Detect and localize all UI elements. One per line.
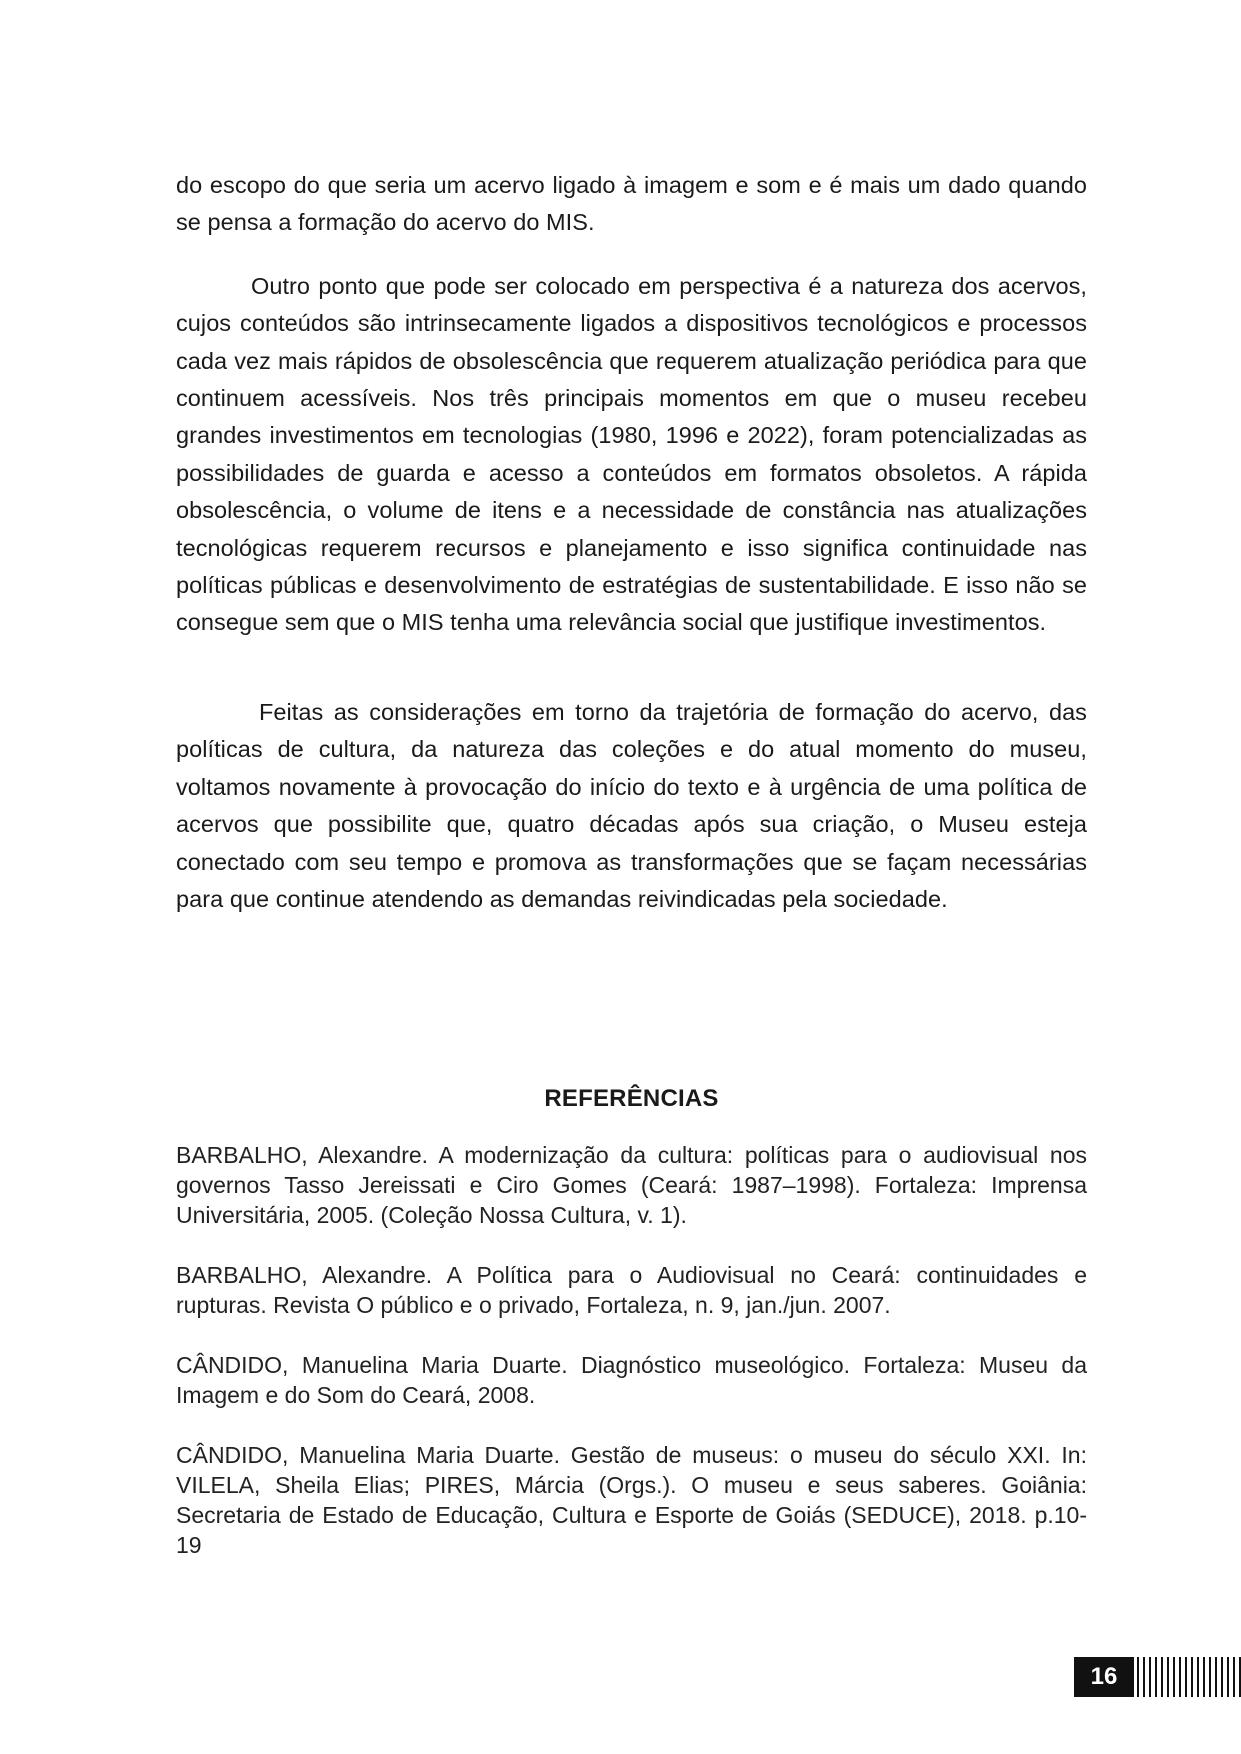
references-heading: REFERÊNCIAS	[544, 1085, 719, 1112]
references-list	[176, 1140, 1087, 1590]
reference-item: CÂNDIDO, Manuelina Maria Duarte. Gestão de museus: o museu do século XXI. In: VILELA, Sheila Elias; PIRES, Márcia (Orgs.). O museu e seus saberes. Goiânia: Secretaria de Estado de Educação, Cultura e Esporte de Goiás (SEDUCE), 2018. p.10-19	[176, 1442, 1087, 1558]
barcode-decoration	[1137, 1657, 1241, 1697]
body-text	[176, 167, 1087, 918]
reference-item: CÂNDIDO, Manuelina Maria Duarte. Diagnóstico museológico. Fortaleza: Museu da Imagem e do Som do Ceará, 2008.	[176, 1352, 1087, 1408]
page-number: 16	[1074, 1657, 1134, 1697]
paragraph: Outro ponto que pode ser colocado em perspectiva é a natureza dos acervos, cujos conteúdos são intrinsecamente ligados a dispositivos tecnológicos e processos cada vez mais rápidos de obsolescência que requerem atualização periódica para que continuem acessíveis. Nos três principais momentos em que o museu recebeu grandes investimentos em tecnologias (1980, 1996 e 2022), foram potencializadas as possibilidades de guarda e acesso a conteúdos em formatos obsoletos. A rápida obsolescência, o volume de itens e a necessidade de constância nas atualizações tecnológicas requerem recursos e planejamento e isso significa continuidade nas políticas públicas e desenvolvimento de estratégias de sustentabilidade. E isso não se consegue sem que o MIS tenha uma relevância social que justifique investimentos.	[176, 272, 1087, 636]
paragraph: Feitas as considerações em torno da trajetória de formação do acervo, das políticas de cultura, da natureza das coleções e do atual momento do museu, voltamos novamente à provocação do início do texto e à urgência de uma política de acervos que possibilite que, quatro décadas após sua criação, o Museu esteja conectado com seu tempo e promova as transformações que se façam necessárias para que continue atendendo as demandas reivindicadas pela sociedade.	[176, 698, 1087, 912]
reference-item: BARBALHO, Alexandre. A Política para o Audiovisual no Ceará: continuidades e rupturas. Revista O público e o privado, Fortaleza, n. 9, jan./jun. 2007.	[176, 1262, 1087, 1318]
reference-item: BARBALHO, Alexandre. A modernização da cultura: políticas para o audiovisual nos governos Tasso Jereissati e Ciro Gomes (Ceará: 1987–1998). Fortaleza: Imprensa Universitária, 2005. (Coleção Nossa Cultura, v. 1).	[176, 1142, 1087, 1228]
paragraph: do escopo do que seria um acervo ligado à imagem e som e é mais um dado quando se pensa a formação do acervo do MIS.	[176, 172, 1087, 236]
